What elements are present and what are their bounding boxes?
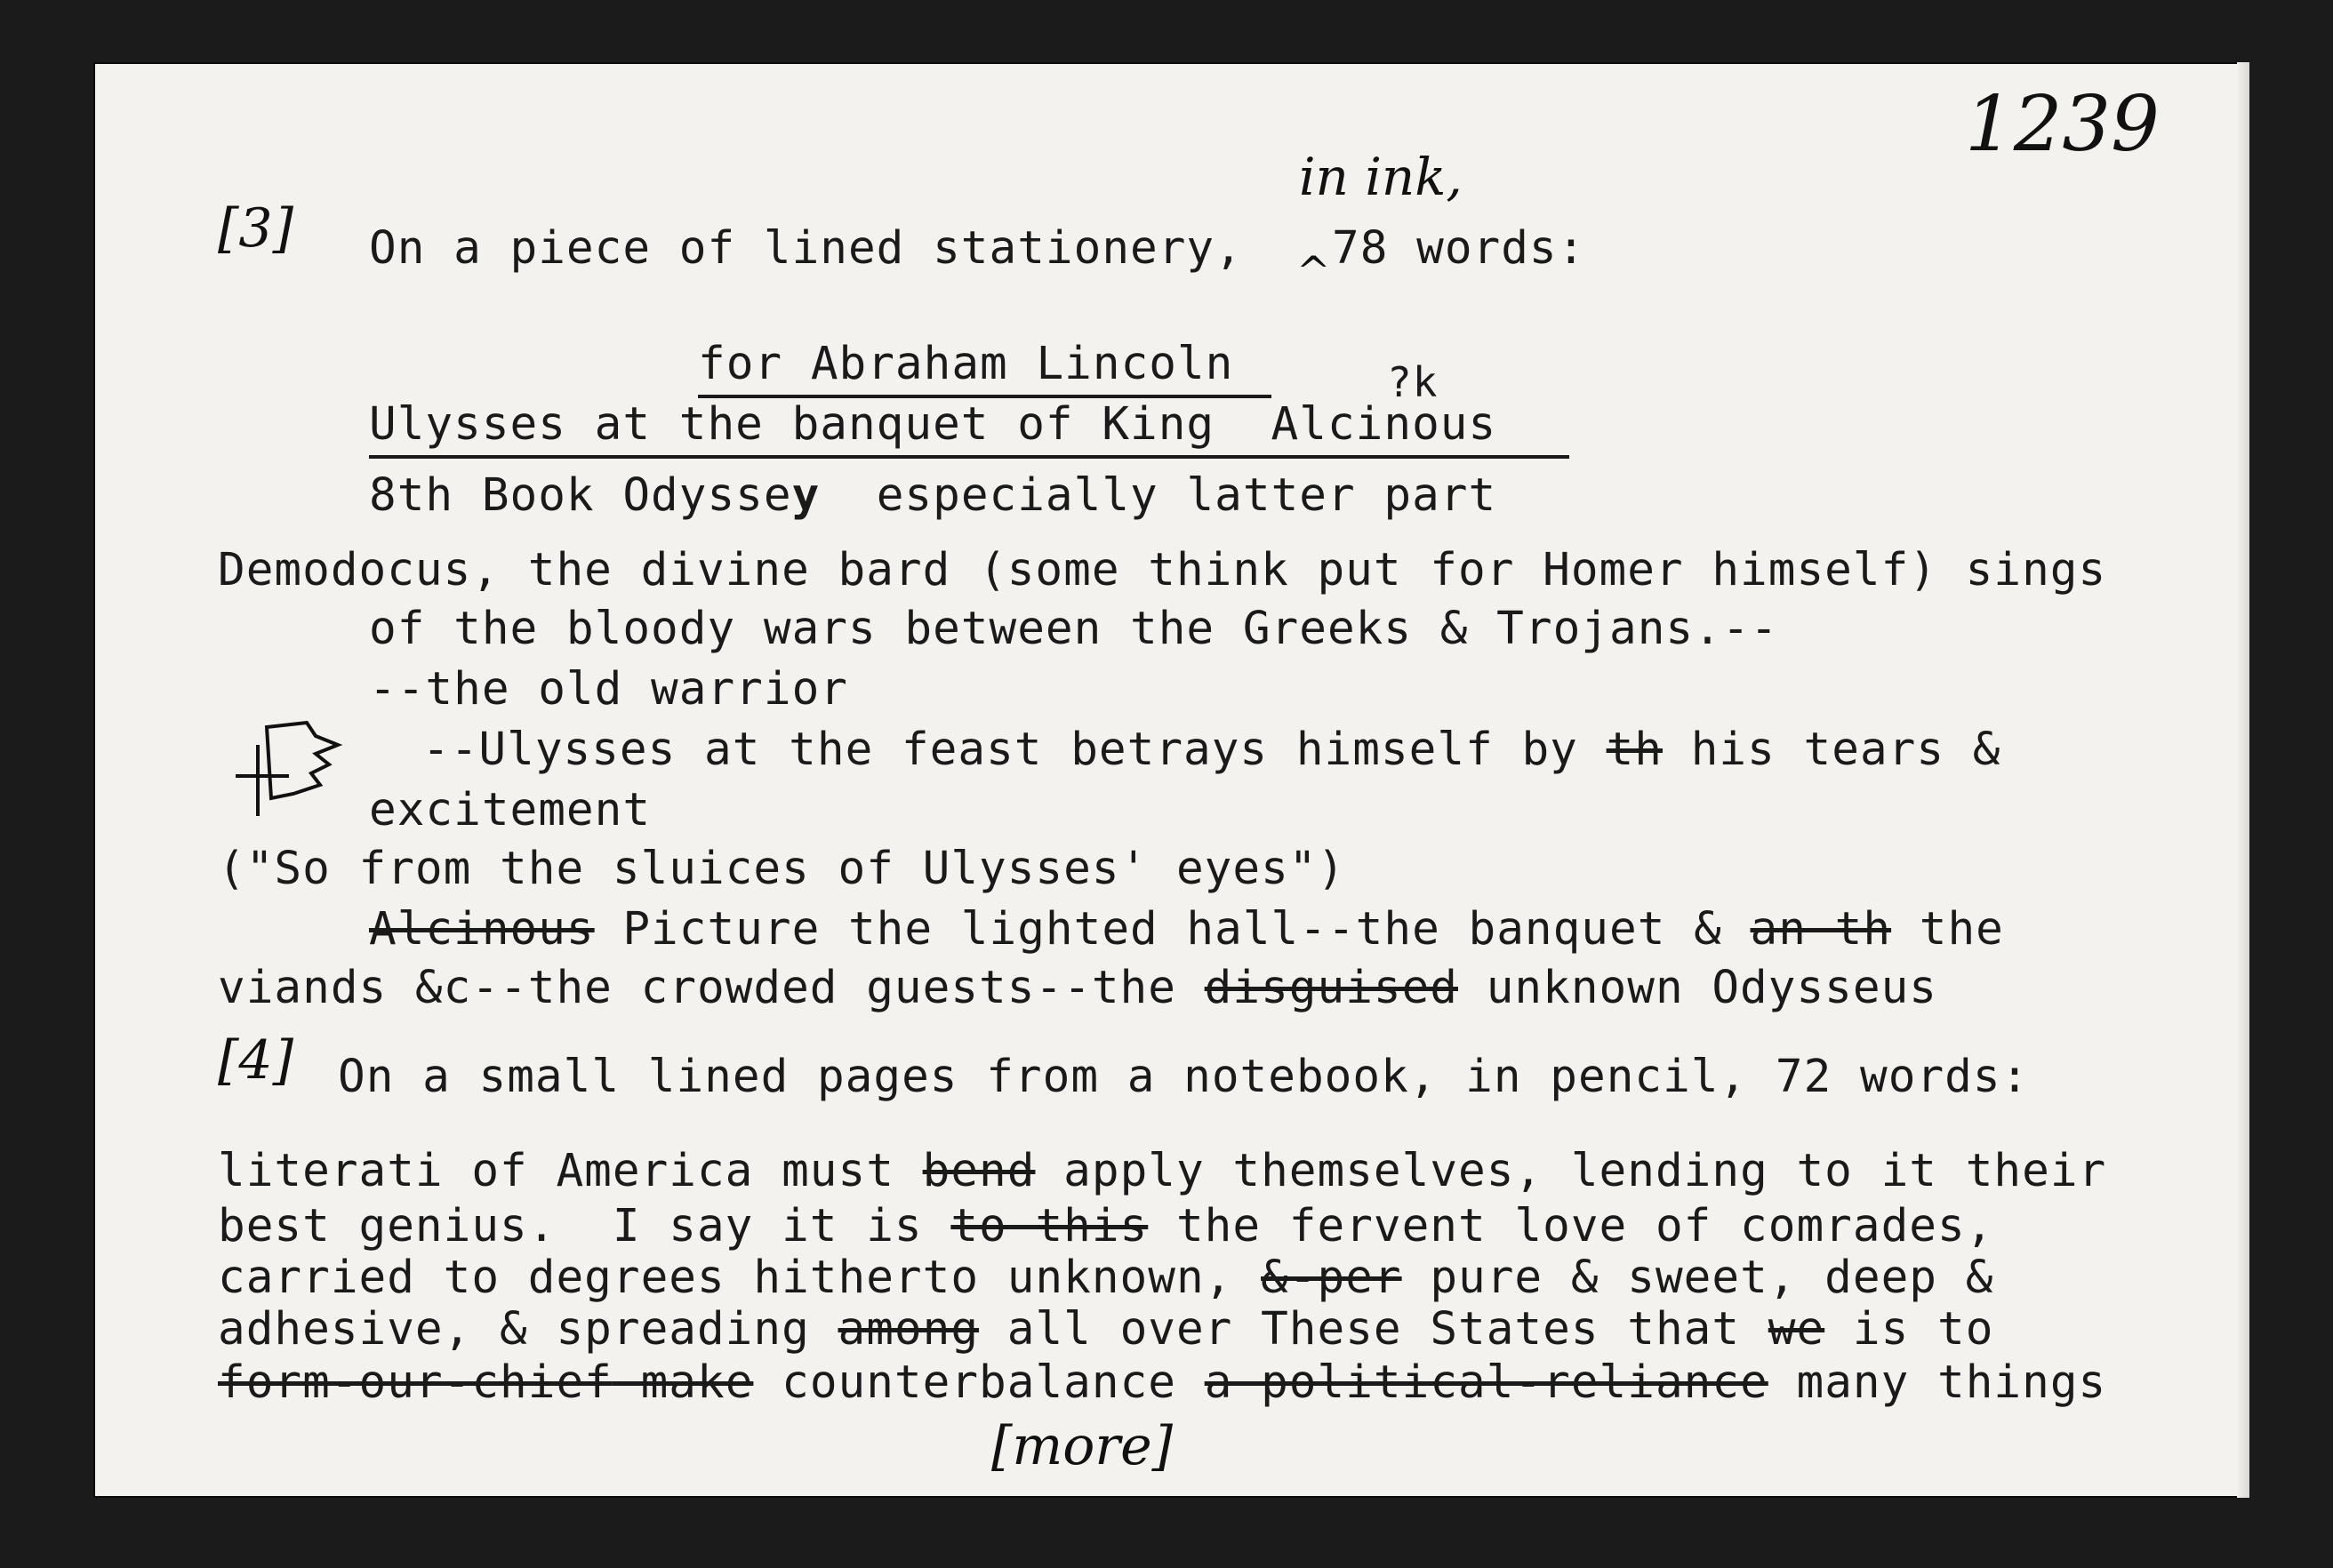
more-note: [more] <box>991 1415 1174 1477</box>
text-line-5: form-our-chief make counterbalance a political-reliance many things <box>218 1356 2107 1409</box>
section-4-marker: [4] <box>218 1029 293 1092</box>
caret-mark: ^ <box>1296 247 1331 295</box>
title-for-lincoln: for Abraham Lincoln <box>698 338 1234 390</box>
document-card <box>93 62 2249 1498</box>
text-line-3: carried to degrees hitherto unknown, &-per pure & sweet, deep & <box>218 1252 1994 1304</box>
underline-ulysses-banquet <box>369 455 1569 459</box>
line-excitement: excitement <box>369 784 652 836</box>
line-8th-book: 8th Book Odyssey especially latter part <box>369 469 1497 522</box>
query-mark: ?k <box>1387 358 1439 406</box>
text-line-4: adhesive, & spreading among all over These States that we is to <box>218 1303 1994 1356</box>
line-bloody-wars: of the bloody wars between the Greeks & Trojans.-- <box>369 603 1779 655</box>
section-4-heading: On a small lined pages from a notebook, in pencil, 72 words: <box>338 1051 2030 1103</box>
line-viands: viands &c--the crowded guests--the disguised unknown Odysseus <box>218 962 1937 1014</box>
margin-hand-mark-icon <box>231 709 365 825</box>
title-ulysses-banquet: Ulysses at the banquet of King Alcinous <box>369 398 1497 451</box>
handwritten-insertion: in ink, <box>1299 147 1463 207</box>
line-old-warrior: --the old warrior <box>369 663 848 716</box>
section-3-marker: [3] <box>218 197 293 260</box>
card-number: 1239 <box>1965 80 2160 169</box>
line-picture: Alcinous Picture the lighted hall--the banquet & an th the <box>369 903 2004 956</box>
text-line-2: best genius. I say it is to this the fervent love of comrades, <box>218 1200 1994 1252</box>
line-feast: --Ulysses at the feast betrays himself by th his tears & <box>422 724 2001 776</box>
line-demodocus: Demodocus, the divine bard (some think put for Homer himself) sings <box>218 544 2107 596</box>
section-3-heading-b: 78 words: <box>1332 222 1586 275</box>
text-line-1: literati of America must bend apply themselves, lending to it their <box>218 1145 2107 1197</box>
card-edge-shadow <box>2237 62 2249 1498</box>
line-sluices: ("So from the sluices of Ulysses' eyes") <box>218 843 1346 895</box>
section-3-heading-a: On a piece of lined stationery, <box>369 222 1243 275</box>
